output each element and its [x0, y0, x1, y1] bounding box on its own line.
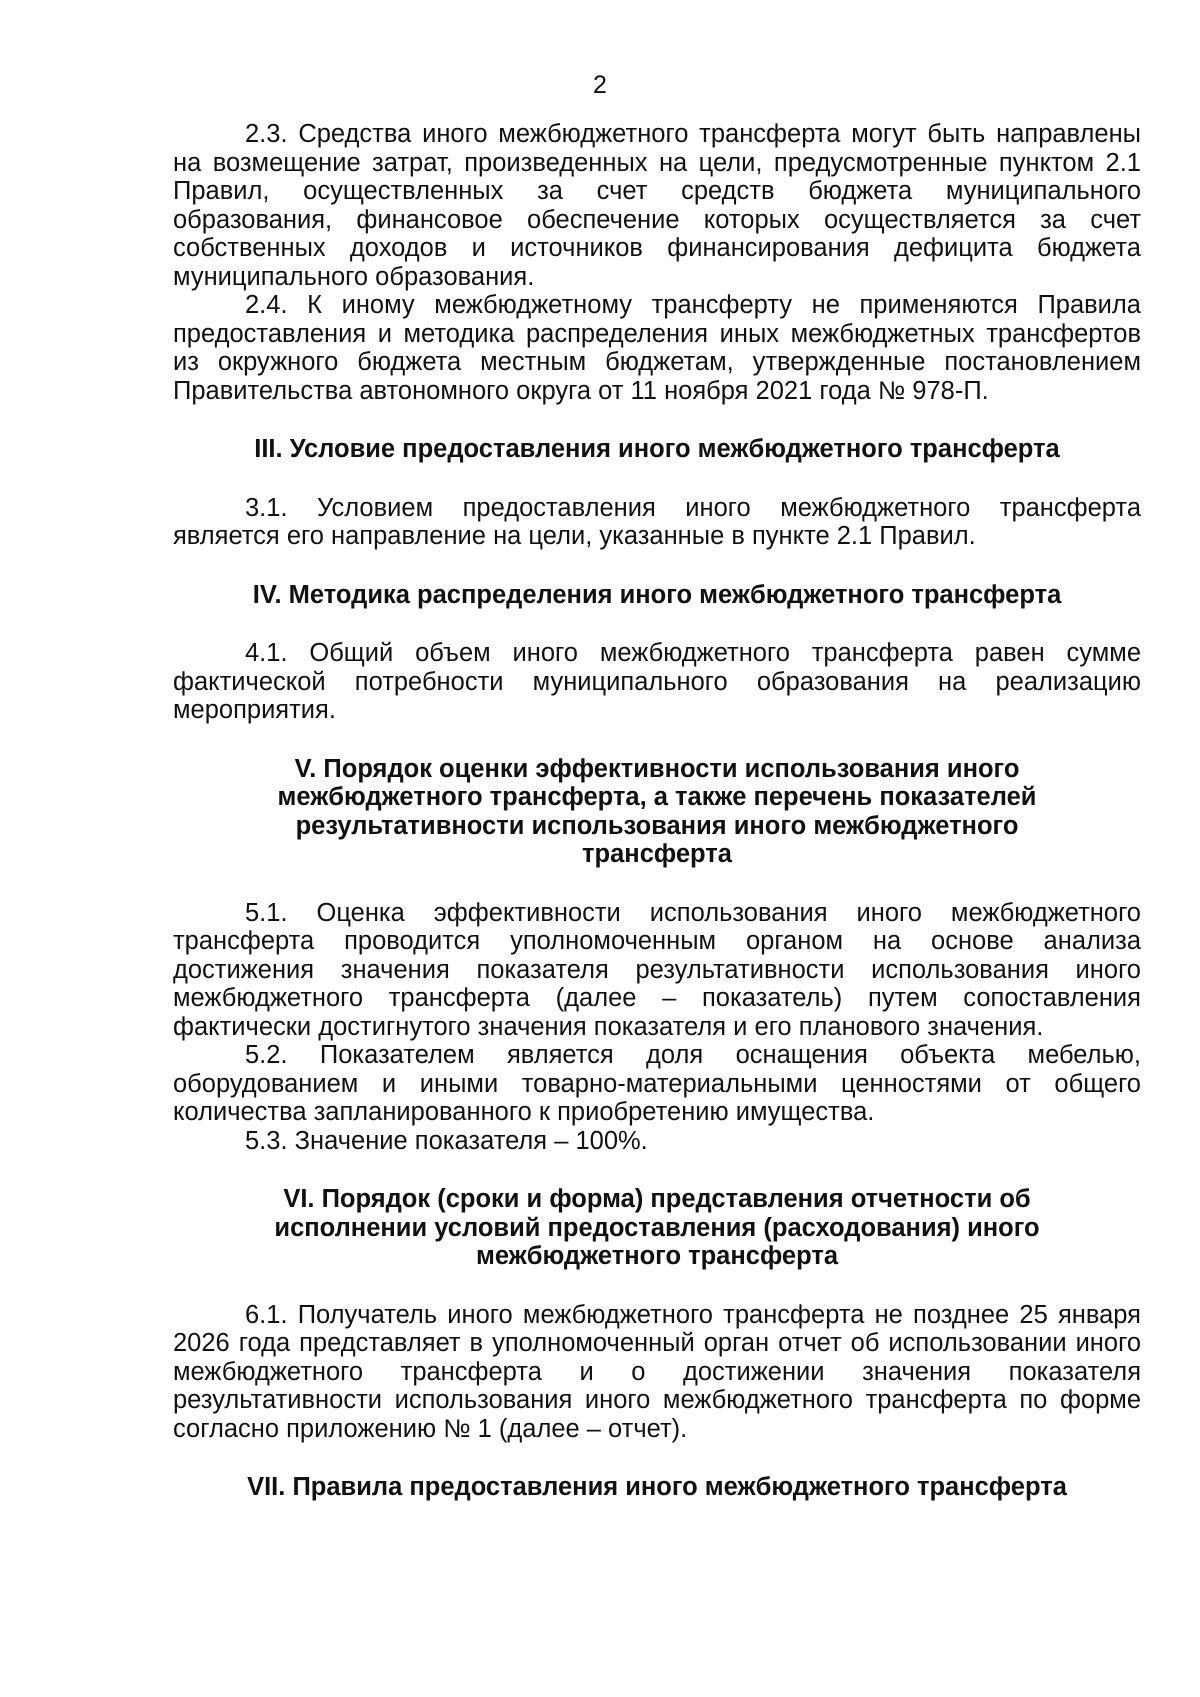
document-body	[173, 120, 1141, 1532]
paragraph-5-3: 5.3. Значение показателя – 100%.	[245, 1126, 648, 1155]
section-heading-5: V. Порядок оценки эффективности использования иного межбюджетного трансферта, а также перечень показателей результативности использования иного межбюджетного трансферта	[277, 754, 1037, 868]
paragraph-2-3: 2.3. Средства иного межбюджетного трансферта могут быть направлены на возмещение затрат, произведенных на цели, предусмотренные пунктом 2.1 Правил, осуществленных за счет средств бюджета муниципального образования, финансовое обеспечение которых осуществляется за счет собственных доходов и источников финансирования дефицита бюджета муниципального образования.	[173, 120, 1141, 291]
paragraph-2-4: 2.4. К иному межбюджетному трансферту не применяются Правила предоставления и методика распределения иных межбюджетных трансфертов из окружного бюджета местным бюджетам, утвержденные постановлением Правительства автономного округа от 11 ноября 2021 года № 978-П.	[173, 291, 1141, 405]
paragraph-5-2: 5.2. Показателем является доля оснащения объекта мебелью, оборудованием и иными товарно-материальными ценностями от общего количества запланированного к приобретению имущества.	[173, 1041, 1141, 1126]
page-number: 2	[593, 71, 607, 99]
section-heading-6: VI. Порядок (сроки и форма) представления отчетности об исполнении условий предоставления (расходования) иного межбюджетного трансферта	[274, 1185, 1040, 1270]
paragraph-6-1: 6.1. Получатель иного межбюджетного трансферта не позднее 25 января 2026 года представляет в уполномоченный орган отчет об использовании иного межбюджетного трансферта и о достижении значения показателя результативности использования иного межбюджетного трансферта по форме согласно приложению № 1 (далее – отчет).	[173, 1300, 1141, 1443]
section-heading-7: VII. Правила предоставления иного межбюджетного трансферта	[247, 1473, 1067, 1501]
paragraph-5-1: 5.1. Оценка эффективности использования иного межбюджетного трансферта проводится уполномоченным органом на основе анализа достижения значения показателя результативности использования иного межбюджетного трансферта (далее – показатель) путем сопоставления фактически достигнутого значения показателя и его планового значения.	[173, 898, 1141, 1041]
section-heading-3: III. Условие предоставления иного межбюджетного трансферта	[254, 435, 1060, 463]
section-heading-4: IV. Методика распределения иного межбюджетного трансферта	[252, 580, 1062, 609]
paragraph-3-1: 3.1. Условием предоставления иного межбюджетного трансферта является его направление на цели, указанные в пункте 2.1 Правил.	[173, 493, 1141, 550]
paragraph-4-1: 4.1. Общий объем иного межбюджетного трансферта равен сумме фактической потребности муниципального образования на реализацию мероприятия.	[173, 639, 1141, 724]
